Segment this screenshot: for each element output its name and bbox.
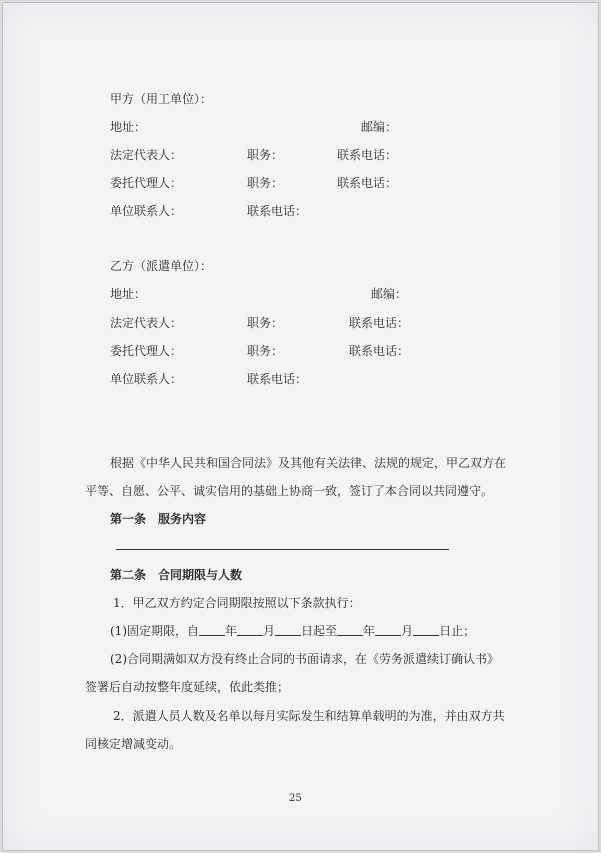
- end-month-label: 月: [401, 624, 414, 638]
- party-a-heading: 甲方（用工单位）：: [110, 92, 213, 106]
- party-a-agent-label: 委托代理人：: [110, 176, 183, 190]
- party-a-address-label: 地址：: [110, 120, 147, 134]
- end-day-blank: [413, 624, 439, 636]
- party-b-address-label: 地址：: [110, 287, 147, 301]
- party-a-contact-label: 单位联系人：: [110, 204, 183, 218]
- party-a-position-label: 职务：: [247, 148, 284, 162]
- start-day-label: 日起至: [301, 624, 338, 638]
- start-year-blank: [199, 624, 225, 636]
- party-a-phone-label: 联系电话：: [337, 148, 398, 162]
- start-month-blank: [237, 624, 263, 636]
- end-month-blank: [375, 624, 401, 636]
- party-b-agent-position-label: 职务：: [247, 344, 284, 358]
- article-2-item-2-line-1: 2．派遣人员人数及名单以每月实际发生和结算单载明的为准，并由双方共: [113, 709, 505, 723]
- fixed-term-line: [110, 624, 475, 638]
- party-a-postcode-label: 邮编：: [361, 120, 398, 134]
- party-b-legal-rep-label: 法定代表人：: [110, 316, 183, 330]
- article-2-item-1: 1．甲乙双方约定合同期限按照以下条款执行：: [113, 596, 361, 610]
- preamble-line-1: 根据《中华人民共和国合同法》及其他有关法律、法规的规定，甲乙双方在: [110, 456, 507, 470]
- party-a-contact-phone-label: 联系电话：: [247, 204, 308, 218]
- party-b-contact-phone-label: 联系电话：: [247, 372, 308, 386]
- start-year-label: 年: [225, 624, 238, 638]
- party-b-contact-label: 单位联系人：: [110, 372, 183, 386]
- party-a-legal-rep-label: 法定代表人：: [110, 148, 183, 162]
- party-b-postcode-label: 邮编：: [371, 287, 408, 301]
- article-2-title: 第二条 合同期限与人数: [110, 568, 243, 582]
- end-day-label: 日止；: [439, 624, 476, 638]
- preamble-line-2: 平等、自愿、公平、诚实信用的基础上协商一致，签订了本合同以共同遵守。: [85, 484, 494, 498]
- party-b-agent-label: 委托代理人：: [110, 344, 183, 358]
- article-1-title: 第一条 服务内容: [110, 512, 207, 526]
- start-day-blank: [275, 624, 301, 636]
- party-b-heading: 乙方（派遣单位）：: [110, 259, 213, 273]
- fixed-term-prefix: (1)固定期限，自: [110, 624, 199, 638]
- article-2-item-1-2-line-1: (2)合同期满如双方没有终止合同的书面请求，在《劳务派遣续订确认书》: [110, 652, 500, 666]
- article-2-item-2-line-2: 同核定增减变动。: [85, 737, 182, 751]
- party-a-agent-position-label: 职务：: [247, 176, 284, 190]
- document-page: [2, 2, 599, 851]
- page-number: 25: [289, 793, 302, 804]
- end-year-blank: [337, 624, 363, 636]
- party-b-position-label: 职务：: [247, 316, 284, 330]
- end-year-label: 年: [363, 624, 376, 638]
- start-month-label: 月: [263, 624, 276, 638]
- article-2-item-1-2-line-2: 签署后自动按整年度延续，依此类推；: [85, 680, 290, 694]
- party-b-agent-phone-label: 联系电话：: [349, 344, 410, 358]
- party-b-phone-label: 联系电话：: [349, 316, 410, 330]
- party-a-agent-phone-label: 联系电话：: [337, 176, 398, 190]
- service-content-blank-line: [116, 549, 449, 550]
